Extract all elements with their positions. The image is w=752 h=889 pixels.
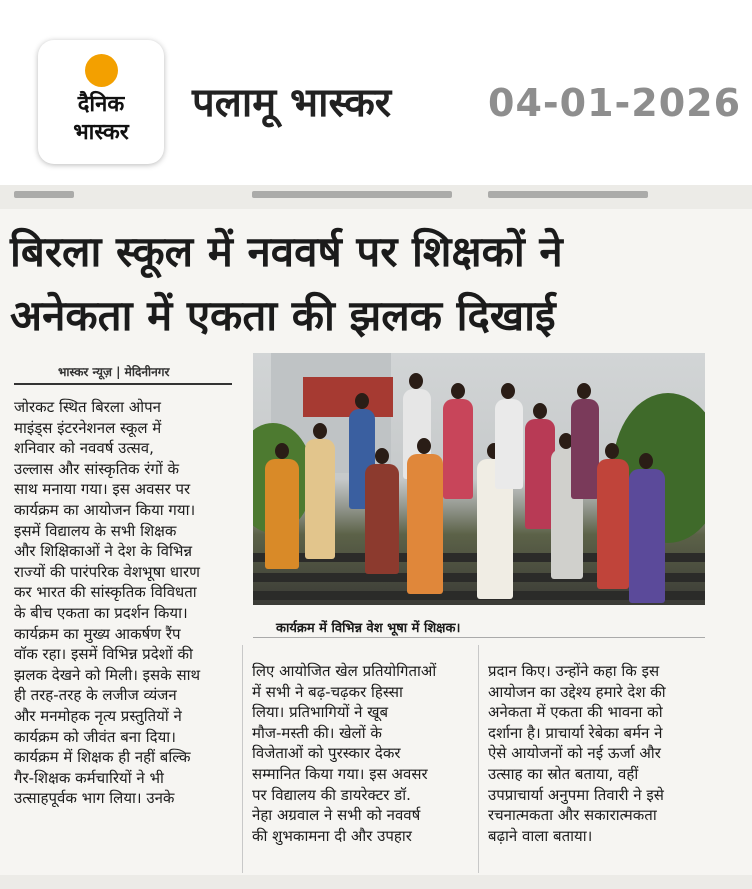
article-text-line: और शिक्षिकाओं ने देश के विभिन्न <box>14 542 192 561</box>
column-divider <box>242 645 243 873</box>
article-text-line: कार्यक्रम का मुख्य आकर्षण रैंप <box>14 624 181 643</box>
article-column-2 <box>252 661 470 846</box>
article-column-1 <box>14 397 232 809</box>
byline: भास्कर न्यूज़ | मेदिनीनगर <box>58 365 170 379</box>
dainik-bhaskar-logo[interactable] <box>38 40 164 164</box>
article-text-line: साथ मनाया गया। इस अवसर पर <box>14 480 191 499</box>
logo-text-line1: दैनिक <box>77 92 125 117</box>
article-text-line: झलक देखने को मिली। इसके साथ <box>14 665 201 684</box>
article-text-line: वॉक रहा। इसमें विभिन्न प्रदेशों की <box>14 645 193 664</box>
article-text-line: बढ़ाने वाला बताया। <box>488 826 593 845</box>
article-text-line: उत्साह का स्रोत बताया, वहीं <box>488 764 639 783</box>
article-text-line: उपप्राचार्या अनुपमा तिवारी ने इसे <box>488 785 664 804</box>
article-text-line: उत्साहपूर्वक भाग लिया। उनके <box>14 789 175 808</box>
article-column-3 <box>488 661 706 846</box>
article-text-line: कार्यक्रम का आयोजन किया गया। <box>14 500 196 519</box>
byline-rule <box>14 383 232 385</box>
edition-title: पलामू भास्कर <box>192 80 392 126</box>
article-text-line: इसमें विद्यालय के सभी शिक्षक <box>14 521 177 540</box>
article-text-line: राज्यों की पारंपरिक वेशभूषा धारण <box>14 562 200 581</box>
article-text-line: कार्यक्रम को जीवंत बना दिया। <box>14 727 176 746</box>
article-text-line: लिया। प्रतिभागियों ने खूब <box>252 703 389 722</box>
article-text-line: दर्शाना है। प्राचार्या रेबेका बर्मन ने <box>488 723 663 742</box>
newspaper-clipping <box>0 185 752 889</box>
column-divider <box>478 645 479 873</box>
article-text-line: मौज-मस्ती की। खेलों के <box>252 723 382 742</box>
headline-line1: बिरला स्कूल में नववर्ष पर शिक्षकों ने <box>10 227 563 276</box>
article-text-line: लिए आयोजित खेल प्रतियोगिताओं <box>252 662 437 680</box>
article-text-line: उल्लास और सांस्कृतिक रंगों के <box>14 459 180 478</box>
article-text-line: ही तरह-तरह के लजीज व्यंजन <box>14 686 177 705</box>
article-text-line: और मनमोहक नृत्य प्रस्तुतियों ने <box>14 706 182 725</box>
edition-date: 04-01-2026 <box>488 81 742 125</box>
article-text-line: कार्यक्रम में शिक्षक ही नहीं बल्कि <box>14 748 191 767</box>
headline-line2: अनेकता में एकता की झलक दिखाई <box>10 291 556 340</box>
logo-text-line2: भास्कर <box>73 120 129 145</box>
article-text-line: माइंड्स इंटरनेशनल स्कूल में <box>14 418 162 437</box>
article-text-line: पर विद्यालय की डायरेक्टर डॉ. <box>252 785 411 804</box>
photo-caption: कार्यक्रम में विभिन्न वेश भूषा में शिक्षक। <box>276 621 461 636</box>
article-text-line: प्रदान किए। उन्होंने कहा कि इस <box>488 662 660 680</box>
article-text-line: जोरकट स्थित बिरला ओपन <box>14 398 161 416</box>
article-text-line: विजेताओं को पुरस्कार देकर <box>252 744 401 763</box>
article-text-line: नेहा अग्रवाल ने सभी को नववर्ष <box>252 806 421 825</box>
article-text-line: के बीच एकता का प्रदर्शन किया। <box>14 603 188 622</box>
teachers-group-photo <box>253 353 705 605</box>
cropped-text-strip <box>0 185 752 209</box>
article-text-line: रचनात्मकता और सकारात्मकता <box>488 806 657 825</box>
caption-rule <box>253 637 705 638</box>
logo-sun-icon <box>85 54 118 87</box>
article-text-line: सम्मानित किया गया। इस अवसर <box>252 764 428 783</box>
article-text-line: आयोजन का उद्देश्य हमारे देश की <box>488 682 666 701</box>
article-text-line: कर भारत की सांस्कृतिक विविधता <box>14 583 197 602</box>
article-text-line: की शुभकामना दी और उपहार <box>252 826 412 845</box>
cropped-bottom-strip <box>0 875 752 889</box>
app-header <box>0 0 752 185</box>
article-text-line: में सभी ने बढ़-चढ़कर हिस्सा <box>252 682 403 701</box>
article-text-line: शनिवार को नववर्ष उत्सव, <box>14 439 154 458</box>
article-text-line: ऐसे आयोजनों को नई ऊर्जा और <box>488 744 661 763</box>
article-text-line: गैर-शिक्षक कर्मचारियों ने भी <box>14 768 164 787</box>
article-text-line: अनेकता में एकता की भावना को <box>488 703 663 722</box>
